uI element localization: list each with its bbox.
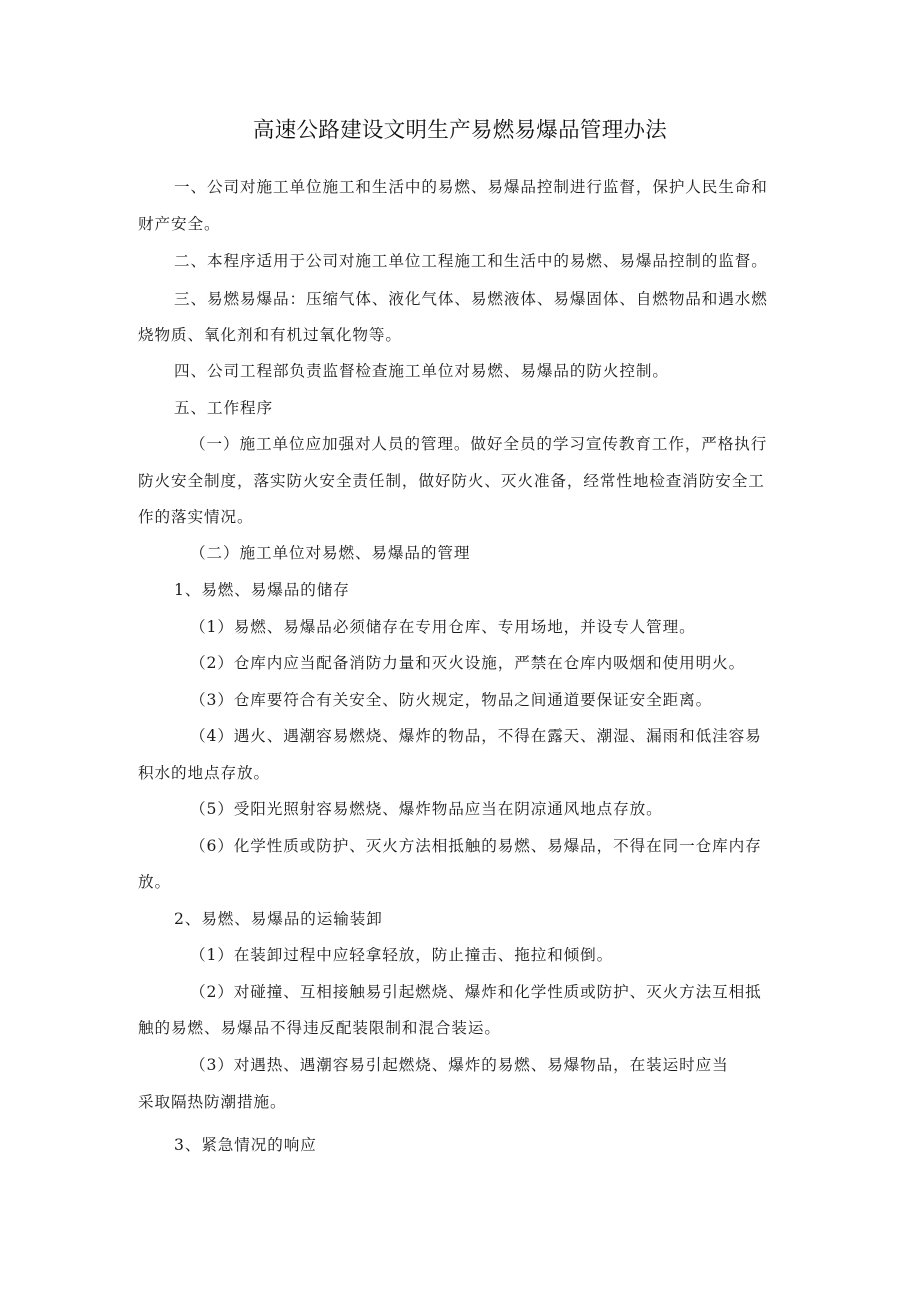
paragraph-line: 二、本程序适用于公司对施工单位工程施工和生活中的易燃、易爆品控制的监督。: [174, 252, 768, 270]
subsection-heading: 3、紧急情况的响应: [174, 1136, 317, 1154]
subsection-heading: 2、易燃、易爆品的运输装卸: [174, 910, 383, 928]
list-item: （3）对遇热、遇潮容易引起燃烧、爆炸的易燃、易爆物品，在装运时应当: [190, 1056, 729, 1074]
paragraph-line: 烧物质、氧化剂和有机过氧化物等。: [138, 326, 402, 344]
list-item-continuation: 积水的地点存放。: [138, 764, 270, 782]
list-item-continuation: 采取隔热防潮措施。: [138, 1093, 287, 1111]
list-item: （6）化学性质或防护、灭火方法相抵触的易燃、易爆品，不得在同一仓库内存: [190, 837, 762, 855]
document-title: 高速公路建设文明生产易燃易爆品管理办法: [252, 118, 668, 143]
list-item: （1）在装卸过程中应轻拿轻放，防止撞击、拖拉和倾倒。: [190, 946, 614, 964]
list-item: （2）对碰撞、互相接触易引起燃烧、爆炸和化学性质或防护、灭火方法互相抵: [190, 983, 762, 1001]
paragraph-line: 一、公司对施工单位施工和生活中的易燃、易爆品控制进行监督，保护人民生命和: [174, 178, 768, 196]
paragraph-line: 防火安全制度，落实防火安全责任制，做好防火、灭火准备，经常性地检查消防安全工: [138, 472, 765, 490]
list-item: （2）仓库内应当配备消防力量和灭火设施，严禁在仓库内吸烟和使用明火。: [190, 654, 746, 672]
section-heading: 五、工作程序: [174, 399, 273, 417]
paragraph-line: （一）施工单位应加强对人员的管理。做好全员的学习宣传教育工作，严格执行: [190, 435, 768, 453]
paragraph-line: 三、易燃易爆品：压缩气体、液化气体、易燃液体、易爆固体、自燃物品和遇水燃: [174, 290, 768, 308]
list-item-continuation: 放。: [138, 873, 171, 891]
subsection-heading: 1、易燃、易爆品的储存: [174, 581, 350, 599]
list-item: （5）受阳光照射容易燃烧、爆炸物品应当在阴凉通风地点存放。: [190, 800, 663, 818]
paragraph-line: 四、公司工程部负责监督检查施工单位对易燃、易爆品的防火控制。: [174, 362, 669, 380]
paragraph-line: 作的落实情况。: [138, 508, 254, 526]
list-item-continuation: 触的易燃、易爆品不得违反配装限制和混合装运。: [138, 1019, 501, 1037]
list-item: （1）易燃、易爆品必须储存在专用仓库、专用场地，并设专人管理。: [190, 618, 696, 636]
paragraph-line: 财产安全。: [138, 215, 221, 233]
list-item: （4）遇火、遇潮容易燃烧、爆炸的物品，不得在露天、潮湿、漏雨和低洼容易: [190, 727, 762, 745]
list-item: （3）仓库要符合有关安全、防火规定，物品之间通道要保证安全距离。: [190, 691, 713, 709]
subsection-heading: （二）施工单位对易燃、易爆品的管理: [190, 544, 471, 562]
